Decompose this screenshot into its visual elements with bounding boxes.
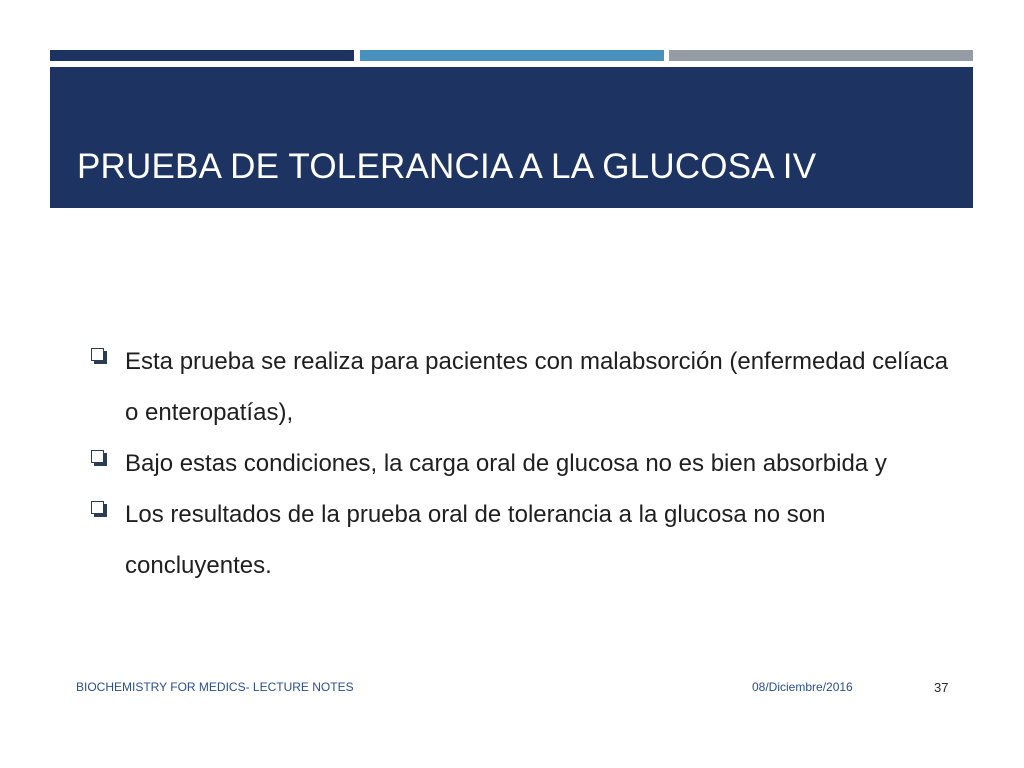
accent-bar-mid	[360, 50, 664, 61]
bullet-item	[90, 336, 950, 438]
title-band	[50, 67, 973, 208]
bullet-item	[90, 489, 950, 591]
accent-bar-dark	[50, 50, 354, 61]
bullet-text: Los resultados de la prueba oral de tolerancia a la glucosa no son concluyentes.	[125, 501, 826, 579]
checkbox-square-icon	[91, 450, 106, 465]
bullet-text: Esta prueba se realiza para pacientes con malabsorción (enfermedad celíaca o enteropatías),	[125, 348, 949, 426]
footer-course-title: BIOCHEMISTRY FOR MEDICS- LECTURE NOTES	[76, 680, 354, 694]
page-number: 37	[934, 680, 949, 695]
bullet-text: Bajo estas condiciones, la carga oral de glucosa no es bien absorbida y	[125, 450, 887, 477]
checkbox-square-icon	[91, 348, 106, 363]
bullet-list	[90, 336, 950, 591]
bullet-item	[90, 438, 950, 489]
accent-bar-light	[669, 50, 973, 61]
checkbox-square-icon	[91, 501, 106, 516]
slide-title: PRUEBA DE TOLERANCIA A LA GLUCOSA IV	[77, 147, 817, 186]
footer-date: 08/Diciembre/2016	[752, 680, 853, 694]
